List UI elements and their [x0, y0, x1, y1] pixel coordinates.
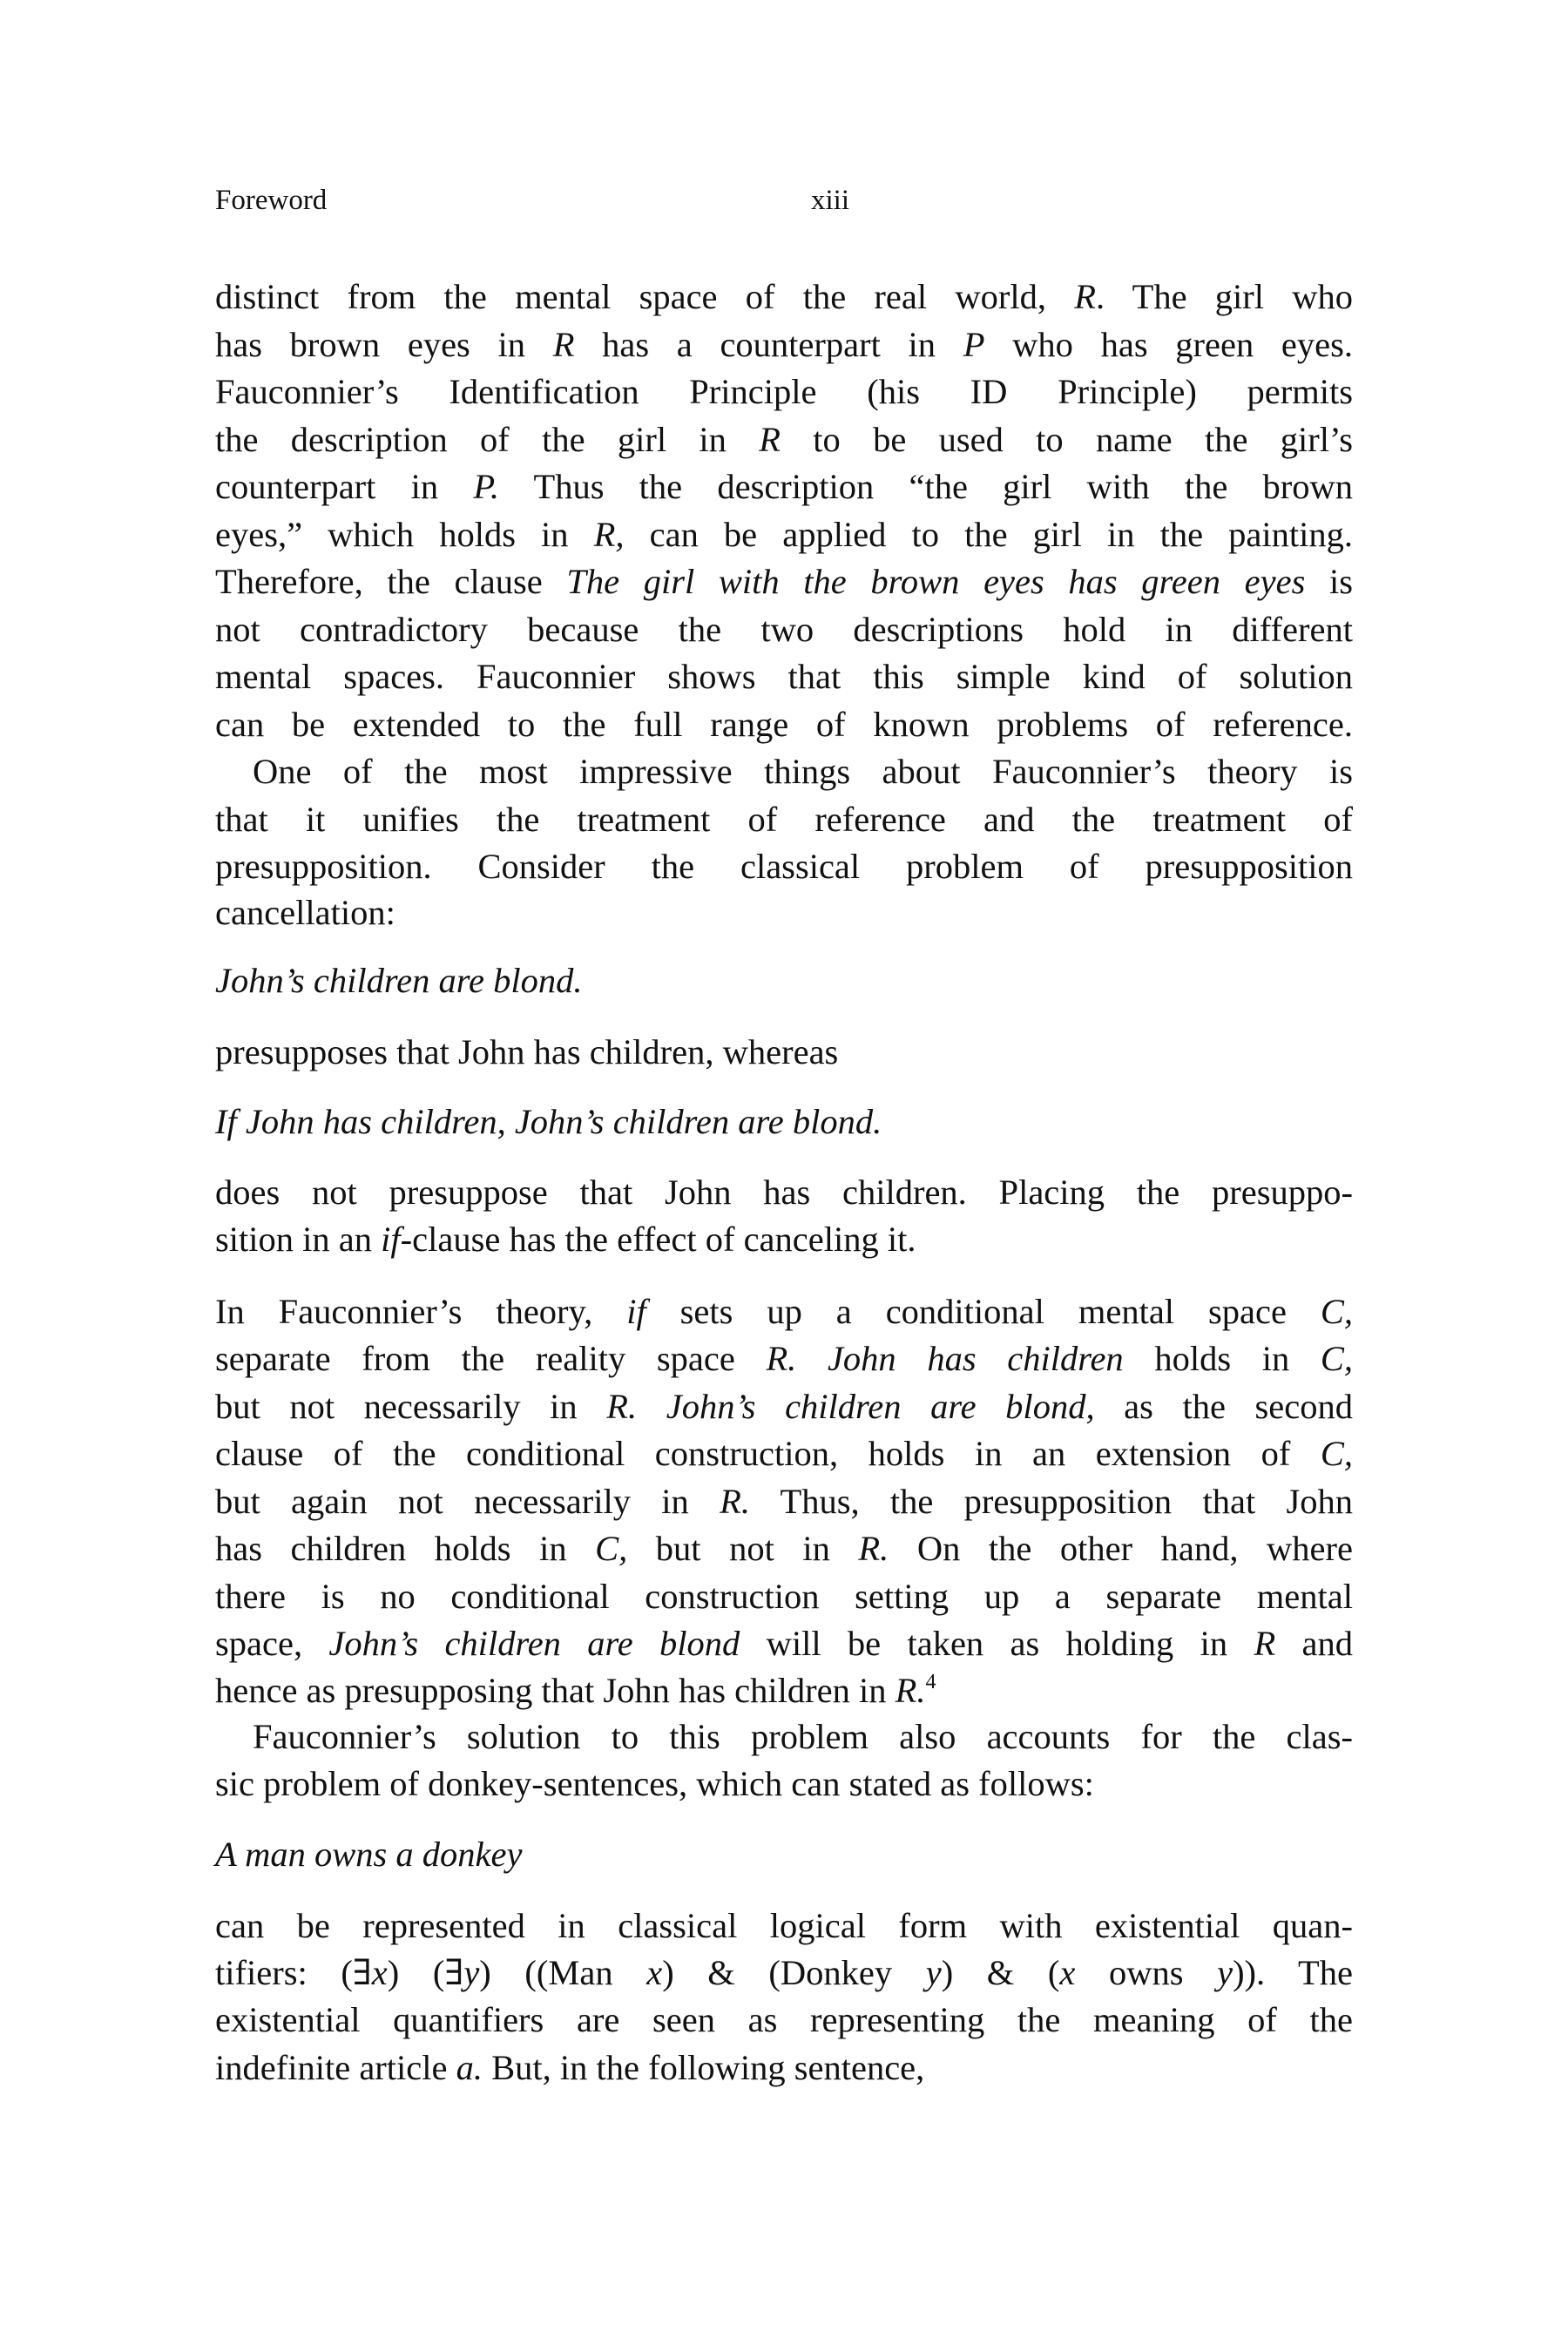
- text-run: as the second: [1094, 1387, 1353, 1426]
- text-run: and: [1275, 1624, 1353, 1663]
- text-line: [215, 1382, 1353, 1431]
- text-line: [215, 1288, 1353, 1336]
- text-run: [796, 1339, 828, 1378]
- text-line: [215, 510, 1353, 559]
- italic-text: if: [626, 1292, 646, 1331]
- text-line: [215, 368, 1353, 416]
- text-line: [215, 1098, 1353, 1146]
- italic-text: R: [1074, 277, 1096, 316]
- italic-text: P.: [473, 467, 499, 506]
- italic-text: a.: [456, 2048, 483, 2087]
- text-run: separate from the reality space: [215, 1339, 767, 1378]
- text-line: [215, 842, 1353, 891]
- text-run: is: [1305, 562, 1353, 601]
- text-line: [215, 956, 1353, 1005]
- text-run: ) (∃: [387, 1953, 464, 1992]
- italic-text: R,: [593, 515, 625, 554]
- text-run: eyes,” which holds in: [215, 515, 594, 554]
- text-run: Therefore, the clause: [215, 562, 567, 601]
- text-line: [215, 1429, 1353, 1478]
- text-line: [215, 273, 1353, 321]
- text-run: holds in: [1123, 1339, 1321, 1378]
- text-run: ) & (: [941, 1953, 1060, 1992]
- text-line: [215, 1830, 1353, 1879]
- italic-text: If John has children, John’s children are blond.: [215, 1102, 882, 1141]
- text-line: [215, 889, 1353, 937]
- text-line: [215, 700, 1353, 749]
- text-line: [215, 558, 1353, 606]
- text-run: existential quantifiers are seen as representing the meaning of the: [215, 2000, 1353, 2039]
- text-run: sition in an: [215, 1220, 382, 1259]
- text-line: [215, 1619, 1353, 1668]
- text-run: space,: [215, 1624, 329, 1663]
- text-line: [215, 1902, 1353, 1950]
- italic-text: R: [759, 420, 781, 459]
- text-run: who has green eyes.: [984, 325, 1353, 364]
- italic-text: y: [1217, 1953, 1233, 1992]
- text-run: not contradictory because the two descriptions hold in different: [215, 610, 1353, 649]
- text-run: One of the most impressive things about Fauconnier’s theory is: [253, 752, 1353, 791]
- text-line: [253, 1713, 1353, 1761]
- text-run: )). The: [1233, 1953, 1353, 1992]
- text-run: indefinite article: [215, 2048, 456, 2087]
- text-run: will be taken as holding in: [740, 1624, 1254, 1663]
- text-run: does not presuppose that John has children. Placing the presuppo-: [215, 1173, 1353, 1212]
- text-line: [215, 2044, 1353, 2092]
- text-run: sic problem of donkey-sentences, which can stated as follows:: [215, 1764, 1094, 1803]
- text-run: counterpart in: [215, 467, 474, 506]
- text-line: [215, 1949, 1353, 1997]
- text-run: In Fauconnier’s theory,: [215, 1292, 627, 1331]
- italic-text: R: [552, 325, 575, 364]
- text-run: can be extended to the full range of known problems of reference.: [215, 705, 1353, 744]
- text-run: can be represented in classical logical form with existential quan-: [215, 1906, 1353, 1945]
- text-run: hence as presupposing that John has children in: [215, 1671, 896, 1710]
- text-run: Fauconnier’s Identification Principle (his ID Principle) permits: [215, 372, 1353, 411]
- italic-text: John’s children are blond: [328, 1624, 740, 1663]
- text-run: ) & (Donkey: [662, 1953, 926, 1992]
- italic-text: R.: [720, 1482, 750, 1521]
- text-run: the description of the girl in: [215, 420, 760, 459]
- text-line: [215, 1335, 1353, 1383]
- italic-text: John’s children are blond,: [666, 1387, 1095, 1426]
- italic-text: if: [381, 1220, 401, 1259]
- italic-text: C,: [1320, 1434, 1353, 1473]
- text-run: but not in: [627, 1529, 859, 1568]
- text-run: sets up a conditional mental space: [645, 1292, 1321, 1331]
- italic-text: x: [646, 1953, 663, 1992]
- text-run: clause of the conditional construction, holds in an extension of: [215, 1434, 1321, 1473]
- text-line: [215, 795, 1353, 844]
- text-run: Thus the description “the girl with the brown: [498, 467, 1353, 506]
- text-run: mental spaces. Fauconnier shows that this simple kind of solution: [215, 657, 1353, 696]
- text-run: to be used to name the girl’s: [780, 420, 1353, 459]
- footnote-marker: 4: [925, 1671, 936, 1693]
- text-line: [215, 1168, 1353, 1217]
- text-run: tifiers: (∃: [215, 1953, 372, 1992]
- text-line: [215, 652, 1353, 701]
- italic-text: John has children: [827, 1339, 1124, 1378]
- text-run: Thus, the presupposition that John: [749, 1482, 1353, 1521]
- text-run: but not necessarily in: [215, 1387, 607, 1426]
- text-line: [215, 463, 1353, 511]
- italic-text: The girl with the brown eyes has green eyes: [566, 562, 1306, 601]
- running-head-page-number: xiii: [811, 185, 850, 216]
- text-run: presupposition. Consider the classical problem of presupposition: [215, 847, 1353, 886]
- running-head-section-title: Foreword: [215, 185, 328, 216]
- text-run: but again not necessarily in: [215, 1482, 720, 1521]
- text-line: [215, 416, 1353, 464]
- text-line: [215, 321, 1353, 369]
- text-run: Fauconnier’s solution to this problem also accounts for the clas-: [253, 1717, 1353, 1756]
- text-run: has a counterpart in: [574, 325, 963, 364]
- text-run: can be applied to the girl in the painting.: [624, 515, 1353, 554]
- text-run: has brown eyes in: [215, 325, 553, 364]
- text-line: [215, 605, 1353, 654]
- text-line: [215, 1215, 1353, 1264]
- italic-text: C,: [1320, 1292, 1353, 1331]
- text-run: -clause has the effect of canceling it.: [400, 1220, 916, 1259]
- text-run: . The girl who: [1095, 277, 1353, 316]
- text-run: presupposes that John has children, whereas: [215, 1032, 839, 1071]
- italic-text: A man owns a donkey: [215, 1835, 523, 1874]
- italic-text: John’s children are blond.: [215, 961, 583, 1000]
- text-run: there is no conditional construction setting up a separate mental: [215, 1577, 1353, 1616]
- text-line: [215, 1996, 1353, 2044]
- text-line: [215, 1760, 1353, 1808]
- text-run: [637, 1387, 666, 1426]
- text-line: [215, 1477, 1353, 1526]
- text-line: [215, 1028, 1353, 1077]
- italic-text: P: [963, 325, 985, 364]
- text-run: ) ((Man: [479, 1953, 647, 1992]
- text-run: On the other hand, where: [889, 1529, 1353, 1568]
- text-line: [215, 1572, 1353, 1621]
- italic-text: x: [371, 1953, 388, 1992]
- italic-text: y: [463, 1953, 480, 1992]
- italic-text: x: [1059, 1953, 1076, 1992]
- text-line: [215, 1666, 1353, 1715]
- italic-text: R.: [895, 1671, 926, 1710]
- text-run: that it unifies the treatment of reference and the treatment of: [215, 800, 1353, 839]
- italic-text: C,: [595, 1529, 628, 1568]
- text-run: cancellation:: [215, 893, 395, 932]
- italic-text: R.: [858, 1529, 889, 1568]
- italic-text: C,: [1320, 1339, 1353, 1378]
- text-run: has children holds in: [215, 1529, 596, 1568]
- text-run: distinct from the mental space of the real world,: [215, 277, 1075, 316]
- text-run: But, in the following sentence,: [483, 2048, 925, 2087]
- italic-text: R: [1254, 1624, 1276, 1663]
- italic-text: y: [925, 1953, 942, 1992]
- italic-text: R.: [606, 1387, 638, 1426]
- text-line: [253, 747, 1353, 796]
- text-run: owns: [1075, 1953, 1218, 1992]
- text-line: [215, 1524, 1353, 1573]
- italic-text: R.: [766, 1339, 797, 1378]
